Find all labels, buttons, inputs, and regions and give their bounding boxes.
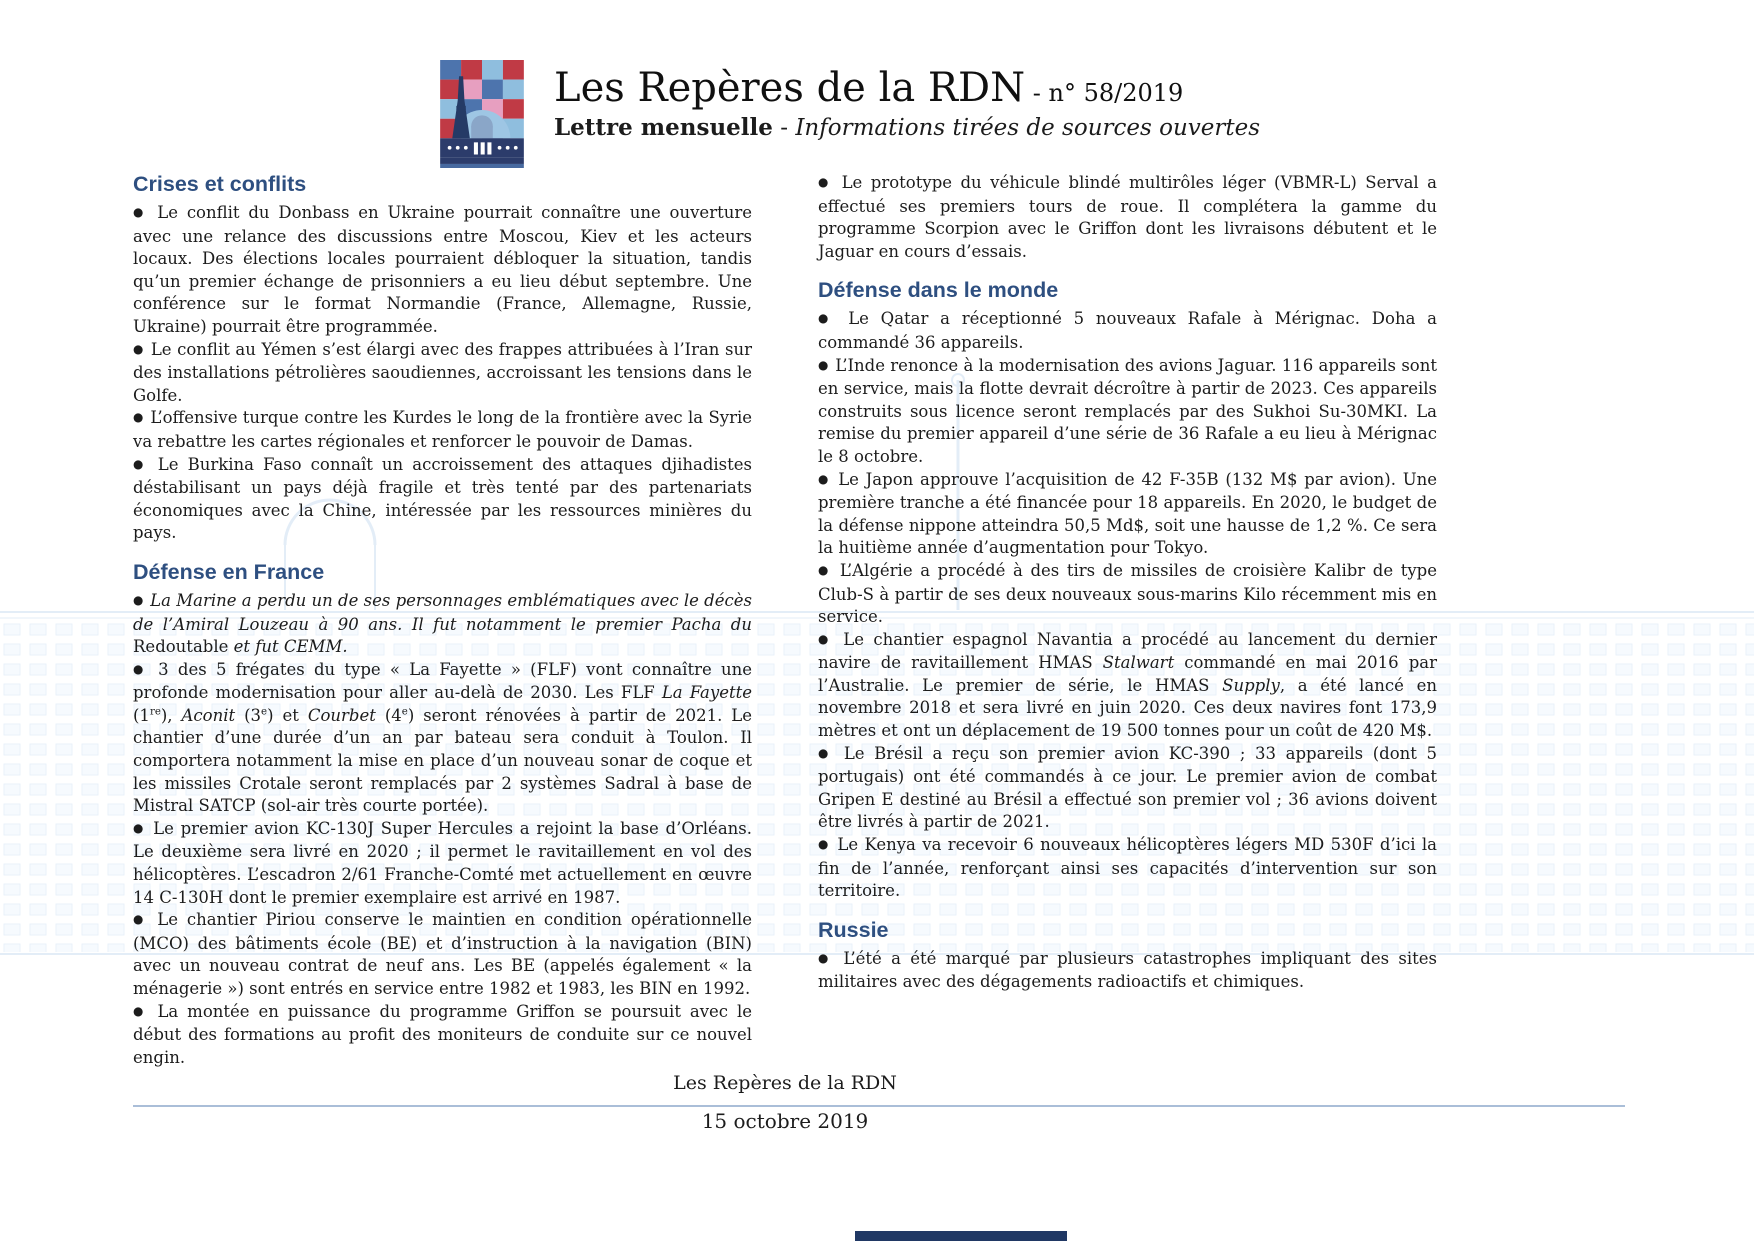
bullet-icon: ● [818,471,836,486]
page-title: Les Repères de la RDN [554,65,1026,111]
text-run: (1 [133,705,150,725]
subtitle-tagline: Informations tirées de sources ouvertes [795,115,1261,141]
text-run: Courbet [307,705,376,725]
text-run: , a été lancé en novembre 2018 et sera livré en juin 2020. Ces deux navires font 173,9 mètres et ont un déplacement de 19 500 tonnes pour un coût de 420 M$. [818,675,1437,741]
issue-number: - n° 58/2019 [1025,79,1184,107]
text-run: La Fayette [661,683,752,703]
footer-title: Les Repères de la RDN [673,1072,897,1094]
text-run: Le conflit du Donbass en Ukraine pourrait connaître une ouverture avec une relance des discussions entre Moscou, Kiev et les acteurs locaux. Des élections locales pourraient débloquer la situation, tandis qu’un premier échange de prisonniers a eu lieu début septembre. Une conférence sur le format Normandie (France, Allemagne, Russie, Ukraine) pourrait être programmée. [133,203,752,336]
text-run: Le chantier Piriou conserve le maintien en condition opérationnelle (MCO) des bâtiments école (BE) et d’instruction à la navigation (BIN) avec un nouveau contrat de neuf ans. Les BE (appelés également « la ménagerie ») sont entrés en service entre 1982 et 1983, les BIN en 1992. [133,910,752,998]
bullet-item [818,172,1437,263]
subtitle-label: Lettre mensuelle [554,114,773,141]
header [440,60,1260,168]
bullet-item [133,1001,752,1070]
bullet-item [133,407,752,453]
bullet-item [133,818,752,909]
text-run: (4 [375,705,402,725]
text-run: e [261,706,268,718]
rdn-logo-icon [440,60,524,168]
bullet-icon: ● [818,631,841,646]
bullet-icon: ● [133,341,148,356]
text-run: 3 des 5 frégates du type « La Fayette » (FLF) vont connaître une profonde modernisation pour aller au-delà de 2030. Les FLF [133,659,753,703]
text-run: Le premier avion KC-130J Super Hercules a rejoint la base d’Orléans. Le deuxième sera livré en 2020 ; il permet le ravitaillement en vol des hélicoptères. L’escadron 2/61 Franche-Comté met actuellement en œuvre 14 C-130H dont le premier exemplaire est arrivé en 1987. [133,818,752,907]
column-right [818,172,1437,1069]
footer-date: 15 octobre 2019 [701,1109,869,1133]
text-run: (3 [235,705,262,725]
bullet-item [133,590,752,659]
bullet-icon: ● [133,410,148,425]
bullet-icon: ● [133,205,155,219]
text-run: commandé en mai 2016 par l’Australie. Le premier de série, le HMAS [818,653,1437,695]
bullet-item [818,560,1437,629]
bullet-icon: ● [818,745,841,760]
text-run: Le prototype du véhicule blindé multirôles léger (VBMR-L) Serval a effectué ses premiers tours de roue. Il complétera la gamme du programme Scorpion avec le Griffon dont les livraisons débutent et le Jaguar en cours d’essais. [818,173,1437,261]
section-heading: Crises et conflits [133,172,307,196]
bullet-icon: ● [818,175,839,189]
text-run: Le Japon approuve l’acquisition de 42 F-35B (132 M$ par avion). Une première tranche a été financée pour 18 appareils. En 2020, le budget de la défense nippone atteindra 50,5 Md$, soit une hausse de 1,2 %. Ce sera la huitième année d’augmentation pour Tokyo. [818,469,1438,558]
bullet-item [818,743,1437,834]
bullet-item [133,454,752,545]
bullet-icon: ● [818,837,835,852]
column-left [133,172,752,1069]
bullet-icon: ● [133,592,148,607]
text-run: Supply [1222,675,1280,695]
bullet-item [133,202,752,339]
body-columns [133,172,1437,1069]
section-heading: Russie [818,917,889,942]
text-run: Redoutable [133,637,229,657]
bullet-item [818,834,1437,903]
footer-rule [133,1105,1625,1107]
bullet-icon: ● [133,820,151,835]
text-run: L’Algérie a procédé à des tirs de missiles de croisière Kalibr de type Club-S à partir de ses deux nouveaux sous-marins Kilo récemment mis en service. [818,560,1438,627]
text-run: Le conflit au Yémen s’est élargi avec des frappes attribuées à l’Iran sur des installations pétrolières saoudiennes, accroissant les tensions dans le Golfe. [133,339,752,405]
text-run: ) seront rénovées à partir de 2021. Le chantier d’une durée d’un an par bateau sera conduit à Toulon. Il comportera notamment la mise en place d’un nouveau sonar de coque et les missiles Crotale seront remplacés par 2 systèmes Sadral à base de Mistral SATCP (sol-air très courte portée). [133,705,752,816]
bullet-icon: ● [818,562,837,577]
bullet-icon: ● [133,661,156,676]
text-run: et fut CEMM. [228,637,348,657]
text-run: Le chantier espagnol Navantia a procédé au lancement du dernier navire de ravitaillement HMAS [818,629,1438,673]
text-run: L’été a été marqué par plusieurs catastrophes impliquant des sites militaires avec des dégagements radioactifs et chimiques. [818,948,1437,992]
footer [133,1072,1437,1133]
text-run: Le Kenya va recevoir 6 nouveaux hélicoptères légers MD 530F d’ici la fin de l’année, renforçant ainsi ses capacités d’intervention sur son territoire. [818,835,1437,901]
text-run: L’Inde renonce à la modernisation des avions Jaguar. 116 appareils sont en service, mais la flotte devrait décroître à partir de 2023. Ces appareils construits sous licence seront remplacés par des Sukhoi Su-30MKI. La remise du premier appareil d’une série de 36 Rafale a eu lieu à Mérignac le 8 octobre. [818,355,1437,466]
bullet-item [818,469,1437,560]
subtitle-separator: - [772,115,796,141]
bullet-item [818,308,1437,354]
bullet-item [818,355,1437,469]
masthead [554,60,1260,141]
bullet-item [133,659,752,818]
bullet-icon: ● [133,1003,155,1018]
text-run: e [401,706,408,718]
bullet-icon: ● [133,456,155,471]
bullet-icon: ● [818,311,846,326]
text-run: re [149,706,161,718]
bullet-item [133,339,752,408]
text-run: ) et [267,705,308,725]
text-run: ), [160,705,182,725]
bullet-item [818,629,1437,743]
section-heading: Défense dans le monde [818,278,1059,303]
bullet-icon: ● [133,912,155,927]
bullet-item [133,909,752,1000]
text-run: Le Brésil a reçu son premier avion KC-390 ; 33 appareils (dont 5 portugais) ont été commandés à ce jour. Le premier avion de combat Gripen E destiné au Brésil a effectué son premier vol ; 36 avions doivent être livrés à partir de 2021. [818,743,1437,832]
text-run: La montée en puissance du programme Griffon se poursuit avec le début des formations au profit des moniteurs de conduite sur ce nouvel engin. [133,1001,752,1067]
text-run: Le Qatar a réceptionné 5 nouveaux Rafale à Mérignac. Doha a commandé 36 appareils. [818,309,1438,352]
text-run: Aconit [181,705,236,725]
text-run: La Marine a perdu un de ses personnages emblématiques avec le décès de l’Amiral Louzeau à 90 ans. Il fut notamment le premier Pacha du [133,590,752,634]
bullet-icon: ● [818,357,833,372]
text-run: Stalwart [1102,653,1175,673]
bullet-item [818,948,1437,994]
text-run: Le Burkina Faso connaît un accroissement des attaques djihadistes déstabilisant un pays déjà fragile et très tenté par des partenariats économiques avec la Chine, intéressée par les ressources minières du pays. [133,454,752,543]
bottom-bar [855,1231,1067,1241]
section-heading: Défense en France [133,559,325,584]
text-run: L’offensive turque contre les Kurdes le long de la frontière avec la Syrie va rebattre les cartes régionales et renforcer le pouvoir de Damas. [133,408,753,451]
bullet-icon: ● [818,950,841,965]
